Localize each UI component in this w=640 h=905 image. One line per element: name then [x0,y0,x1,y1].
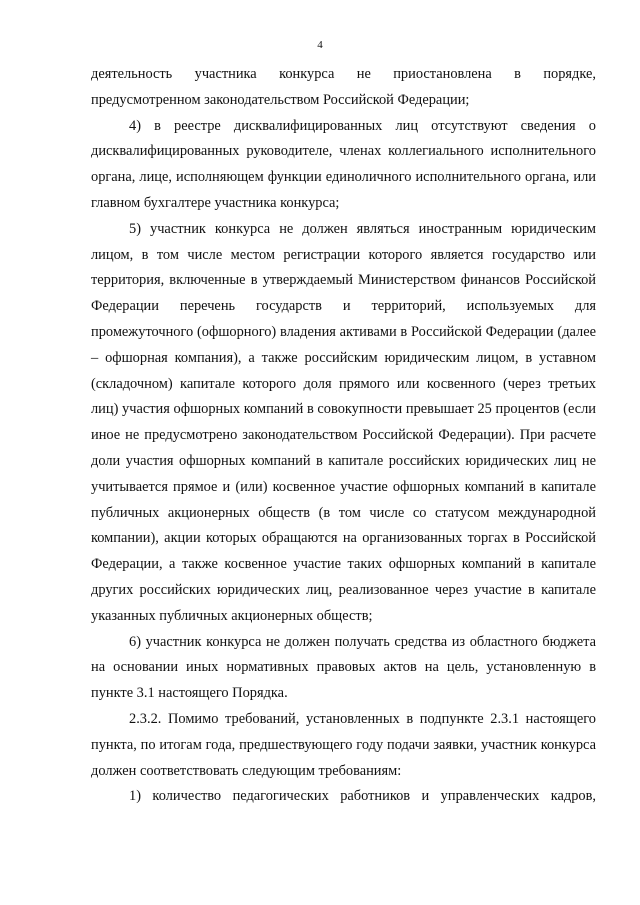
paragraph-item-5: 5) участник конкурса не должен являться иностранным юридическим лицом, в том числе местом регистрации которого является государство или территория, включенные в утверждаемый Министерством финансов Российской Федерации перечень государств и территорий, используемых для промежуточного (офшорного) владения активами в Российской Федерации (далее – офшорная компания), а также российским юридическим лицом, в уставном (складочном) капитале которого доля прямого или косвенного (через третьих лиц) участия офшорных компаний в совокупности превышает 25 процентов (если иное не предусмотрено законодательством Российской Федерации). При расчете доли участия офшорных компаний в капитале российских юридических лиц не учитывается прямое и (или) косвенное участие офшорных компаний в капитале публичных акционерных обществ (в том числе со статусом международной компании), акции которых обращаются на организованных торгах в Российской Федерации, а также косвенное участие таких офшорных компаний в капитале других российских юридических лиц, реализованное через участие в капитале указанных публичных акционерных обществ; [91,220,596,624]
paragraph-item-1: 1) количество педагогических работников и управленческих кадров, [129,788,596,805]
paragraph-item-4: 4) в реестре дисквалифицированных лиц отсутствуют сведения о дисквалифицированных руководителе, членах коллегиального исполнительного органа, лице, исполняющем функции единоличного исполнительного органа, или главном бухгалтере участника конкурса; [91,117,596,211]
paragraph-continuation: деятельность участника конкурса не приостановлена в порядке, предусмотренном законодательством Российской Федерации; [91,66,596,108]
document-body [91,62,596,810]
paragraph-item-6: 6) участник конкурса не должен получать средства из областного бюджета на основании иных нормативных правовых актов на цель, установленную в пункте 3.1 настоящего Порядка. [91,633,596,702]
page-number: 4 [317,39,323,51]
paragraph-section-2-3-2: 2.3.2. Помимо требований, установленных в подпункте 2.3.1 настоящего пункта, по итогам года, предшествующего году подачи заявки, участник конкурса должен соответствовать следующим требованиям: [91,710,596,779]
